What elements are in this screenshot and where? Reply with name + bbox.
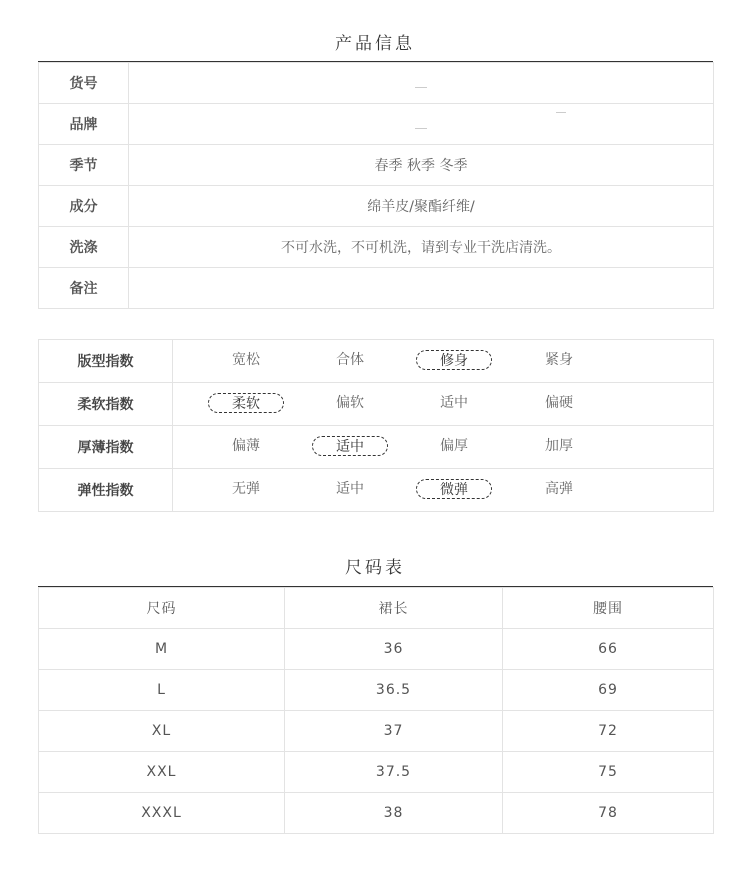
empty-value-dash <box>415 128 427 129</box>
length-cell: 38 <box>285 793 503 834</box>
info-value: 不可水洗，不可机洗，请到专业干洗店清洗。 <box>129 227 714 268</box>
info-value: 绵羊皮/聚酯纤维/ <box>129 186 714 227</box>
index-row-thickness <box>39 426 714 469</box>
index-option: 加厚 <box>545 438 573 454</box>
index-label: 厚薄指数 <box>39 426 173 469</box>
info-label: 品牌 <box>39 104 129 145</box>
size-header-row <box>39 588 714 629</box>
size-header-cell: 尺码 <box>39 588 285 629</box>
info-value <box>129 104 714 145</box>
info-label: 备注 <box>39 268 129 309</box>
index-option: 偏软 <box>336 395 364 411</box>
index-options <box>173 340 714 383</box>
index-option: 适中 <box>336 481 364 497</box>
index-option-selected: 柔软 <box>208 393 284 413</box>
size-cell: L <box>39 670 285 711</box>
size-cell: M <box>39 629 285 670</box>
length-cell: 36 <box>285 629 503 670</box>
empty-value-dash <box>556 112 566 113</box>
info-label: 洗涤 <box>39 227 129 268</box>
index-options <box>173 426 714 469</box>
index-option-selected: 修身 <box>416 350 492 370</box>
index-row-elasticity <box>39 469 714 512</box>
index-option: 合体 <box>336 352 364 368</box>
size-row <box>39 629 714 670</box>
size-row <box>39 670 714 711</box>
index-options <box>173 383 714 426</box>
index-row-fit <box>39 340 714 383</box>
info-label: 季节 <box>39 145 129 186</box>
info-label: 货号 <box>39 63 129 104</box>
product-info-table <box>38 62 714 309</box>
size-header-cell: 裙长 <box>285 588 503 629</box>
index-label: 弹性指数 <box>39 469 173 512</box>
index-row-softness <box>39 383 714 426</box>
info-value <box>129 63 714 104</box>
info-row-item-no <box>39 63 714 104</box>
waist-cell: 69 <box>503 670 714 711</box>
info-row-material <box>39 186 714 227</box>
size-row <box>39 793 714 834</box>
index-option: 无弹 <box>232 481 260 497</box>
waist-cell: 66 <box>503 629 714 670</box>
index-label: 柔软指数 <box>39 383 173 426</box>
size-row <box>39 711 714 752</box>
index-option-selected: 微弹 <box>416 479 492 499</box>
waist-cell: 75 <box>503 752 714 793</box>
index-option: 偏薄 <box>232 438 260 454</box>
product-info-title: 产品信息 <box>335 34 415 54</box>
index-label: 版型指数 <box>39 340 173 383</box>
index-option: 高弹 <box>545 481 573 497</box>
size-cell: XXXL <box>39 793 285 834</box>
size-header-cell: 腰围 <box>503 588 714 629</box>
info-value: 春季 秋季 冬季 <box>129 145 714 186</box>
waist-cell: 78 <box>503 793 714 834</box>
empty-value-dash <box>415 87 427 88</box>
index-option: 宽松 <box>232 352 260 368</box>
index-option: 偏硬 <box>545 395 573 411</box>
info-label: 成分 <box>39 186 129 227</box>
size-chart-table <box>38 587 714 834</box>
fit-index-table <box>38 339 714 512</box>
length-cell: 37.5 <box>285 752 503 793</box>
size-chart-title: 尺码表 <box>345 558 405 578</box>
size-cell: XXL <box>39 752 285 793</box>
size-cell: XL <box>39 711 285 752</box>
waist-cell: 72 <box>503 711 714 752</box>
info-row-washing <box>39 227 714 268</box>
size-row <box>39 752 714 793</box>
info-row-brand <box>39 104 714 145</box>
index-option: 偏厚 <box>440 438 468 454</box>
index-option: 适中 <box>440 395 468 411</box>
index-option-selected: 适中 <box>312 436 388 456</box>
index-option: 紧身 <box>545 352 573 368</box>
length-cell: 37 <box>285 711 503 752</box>
info-value <box>129 268 714 309</box>
info-row-season <box>39 145 714 186</box>
info-row-remarks <box>39 268 714 309</box>
index-options <box>173 469 714 512</box>
length-cell: 36.5 <box>285 670 503 711</box>
